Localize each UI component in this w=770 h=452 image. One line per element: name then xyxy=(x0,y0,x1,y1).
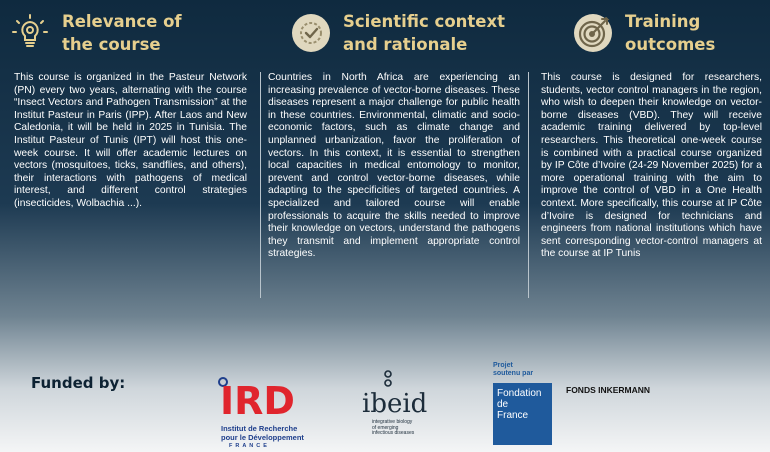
relevance-text: This course is organized in the Pasteur Network (PN) every two years, alternating with the course “Insect Vectors and Pathogen Transmission” at the Institut Pasteur in Paris (IPP). After Laos and New Caledonia, it will be held in 2025 in Tunisia. The Institut Pasteur of Tunis (IPT) will host this one-week course. It will offer academic lectures on vectors (mosquitoes, ticks, sandflies, and others), their interactions with pathogens of medical interest, and different control strategies (insecticides, Wolbachia ...). xyxy=(14,72,247,209)
ird-line1: Institut de Recherche xyxy=(221,424,298,433)
column-divider xyxy=(260,72,261,298)
column-header-outcomes xyxy=(573,10,735,56)
svg-text:IRD: IRD xyxy=(220,379,295,420)
svg-text:ibeid: ibeid xyxy=(362,389,428,416)
funded-by-label: Funded by: xyxy=(31,374,126,392)
ibeid-sub2: of emerging xyxy=(372,424,399,431)
lightbulb-gear-icon xyxy=(10,13,50,53)
ird-country: FRANCE xyxy=(229,443,270,449)
ibeid-sub3: infectious diseases xyxy=(372,430,415,436)
column-title: Relevance of the course xyxy=(62,12,182,54)
ird-line2: pour le Développement xyxy=(221,433,304,442)
outcomes-text: This course is designed for researchers, students, vector control managers in the region, who wish to deepen their knowledge on vector-borne diseases (VBD). They will receive academic training delivered by top-level researchers. This theoretical one-week course is combined with a practical course organized by IP Côte d’Ivoire (24-29 November 2025) for a more operational training with the aim to improve the control of VBD in a One Health context. More specifically, this course at IP Côte d’Ivoire is designed for technicians and engineers from national institutions which have sent corresponding vector-control managers at the course at IP Tunis xyxy=(541,72,762,260)
column-header-context xyxy=(291,10,513,56)
column-title: Training outcomes xyxy=(625,12,716,54)
projet-soutenu-label: Projet soutenu par xyxy=(493,362,534,377)
context-text: Countries in North Africa are experiencing an increasing prevalence of vector-borne diseases. These diseases represent a major challenge for public health in these countries. Environmental, climatic and socio-economic factors, such as climate change and unplanned urbanization, favor the proliferation of vectors. In this context, it is essential to strengthen local capacities in medical entomology to monitor, prevent and control vector-borne diseases, while adapting to the specificities of targeted countries. A specialized and tailored course will enable professionals to acquire the skills needed to improve their knowledge on vectors, understand the pathogens they transmit and implement appropriate control strategies. xyxy=(268,72,520,260)
ibeid-sub1: integrative biology xyxy=(372,419,413,425)
fonds-inkermann-label: FONDS INKERMANN xyxy=(566,385,651,395)
column-divider xyxy=(528,72,529,298)
ibeid-logo xyxy=(362,366,434,442)
ird-logo xyxy=(218,376,308,448)
column-title: Scientific context and rationale xyxy=(343,12,506,54)
column-header-relevance xyxy=(10,10,212,56)
target-arrow-icon xyxy=(573,13,613,53)
badge-check-icon xyxy=(291,13,331,53)
fondation-de-france-logo: Fondation de France xyxy=(493,383,552,445)
